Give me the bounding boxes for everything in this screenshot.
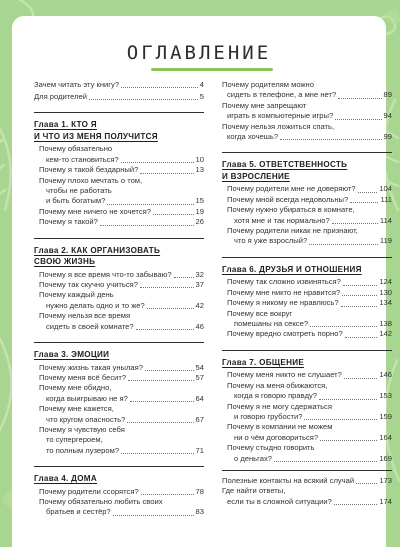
toc-entry-line[interactable]: Почему мне кажется, [39,404,114,414]
toc-entry-line[interactable]: Почему я чувствую себя [39,424,125,434]
toc-entry[interactable]: Почему я такой бездарный? 13 [39,165,204,175]
toc-entry[interactable]: играть в компьютерные игры? 94 [227,111,392,121]
toc-entry[interactable]: Почему я такой? 26 [39,217,204,227]
toc-entry[interactable]: сидеть в своей комнате? 46 [46,321,204,331]
toc-entry-line[interactable]: Почему каждый день [39,290,114,300]
toc-column-left [34,80,204,518]
toc-entry-line[interactable]: Почему плохо мечтать о том, [39,175,143,185]
toc-entry[interactable]: Почему я никому не нравлюсь? 134 [227,298,392,308]
toc-entry[interactable]: Почему мне ничего не хочется? 19 [39,206,204,216]
toc-entry[interactable]: помешаны на сексе? 138 [234,319,392,328]
toc-entry-line[interactable]: Почему на меня обижаются, [227,380,328,390]
toc-entry-line[interactable]: Почему обязательно любить своих [39,497,163,507]
title-underline [151,68,273,71]
toc-entry[interactable]: ни о чём договориться? 164 [234,432,392,442]
toc-entry-line[interactable]: Почему мне обидно, [39,383,112,393]
toc-entry-line[interactable]: Почему все вокруг [227,308,293,318]
toc-entry-line[interactable]: Почему в компании не можем [227,422,333,432]
toc-entry[interactable]: Почему меня никто не слушает? 146 [227,370,392,380]
toc-entry-line[interactable]: Почему я не могу сдержаться [227,401,332,411]
toc-entry[interactable]: Зачем читать эту книгу? 4 [34,80,204,89]
toc-entry[interactable]: Полезные контакты на всякий случай 173 [222,470,392,486]
toc-entry[interactable]: Почему родители ссорятся? 78 [39,486,204,496]
toc-entry[interactable]: Почему мне никто не нравится? 130 [227,287,392,297]
toc-entry-line[interactable]: Почему обязательно [39,144,113,154]
toc-entry[interactable]: когда хочешь? 99 [227,132,392,142]
toc-entry[interactable]: Почему родители мне не доверяют? 104 [227,184,392,194]
toc-entry[interactable]: Почему меня всё бесит? 57 [39,372,204,382]
toc-entry[interactable]: братьев и сестёр? 83 [46,507,204,517]
toc-entry[interactable]: Почему вредно смотреть порно? 142 [227,329,392,339]
toc-entry[interactable]: нужно делать одно и то же? 42 [46,300,204,310]
toc-entry-line[interactable]: Почему нельзя все время [39,311,131,321]
chapter-heading-4[interactable]: Глава 4. ДОМА [34,466,204,485]
toc-entry[interactable]: кем-то становиться? 10 [46,154,204,164]
toc-entry[interactable]: о деньгах? 169 [234,453,392,463]
toc-entry[interactable]: что я уже взрослый? 119 [234,236,392,246]
toc-entry[interactable]: то полным лузером? 71 [46,445,204,455]
toc-entry-line[interactable]: Почему родителям можно [222,80,314,89]
toc-entry[interactable]: когда выигрываю не я? 64 [46,393,204,403]
toc-entry[interactable]: Почему так скучно учиться? 37 [39,279,204,289]
toc-column-right [222,80,392,507]
toc-card [12,16,392,547]
toc-entry[interactable]: что кругом опасность? 67 [46,414,204,424]
chapter-heading-6[interactable]: Глава 6. ДРУЗЬЯ И ОТНОШЕНИЯ [222,257,392,276]
toc-entry-line[interactable]: Почему нельзя ложиться спать, [222,121,335,131]
toc-entry[interactable]: Почему жизнь такая унылая? 54 [39,362,204,372]
chapter-heading-7[interactable]: Глава 7. ОБЩЕНИЕ [222,350,392,369]
chapter-heading-3[interactable]: Глава 3. ЭМОЦИИ [34,342,204,361]
toc-entry[interactable]: Почему я все время что-то забываю? 32 [39,269,204,279]
page-title: ОГЛАВЛЕНИЕ [126,42,272,64]
toc-entry[interactable]: Почему мной всегда недовольны? 111 [227,194,392,204]
toc-entry-line[interactable]: чтобы не работать [46,185,112,195]
chapter-heading-2[interactable]: Глава 2. КАК ОРГАНИЗОВАТЬ СВОЮ ЖИЗНЬ [34,238,204,268]
toc-entry[interactable]: если ты в сложной ситуации? 174 [227,496,392,506]
toc-entry[interactable]: Для родителей 5 [34,91,204,101]
toc-entry[interactable]: Почему так сложно извиняться? 124 [227,277,392,287]
toc-entry-line[interactable]: Почему стыдно говорить [227,443,315,453]
toc-entry[interactable]: хотя мне и так нормально? 114 [234,215,392,225]
toc-entry-line[interactable]: Почему нужно убираться в комнате, [227,205,355,215]
toc-entry-line[interactable]: Почему мне запрещают [222,100,307,110]
chapter-heading-1[interactable]: Глава 1. КТО Я И ЧТО ИЗ МЕНЯ ПОЛУЧИТСЯ [34,112,204,142]
toc-entry[interactable]: и говорю грубости? 159 [234,411,392,421]
toc-entry[interactable]: и быть богатым? 15 [46,196,204,206]
toc-entry[interactable]: когда я говорю правду? 153 [234,391,392,401]
toc-entry-line[interactable]: то супергероем, [46,435,103,445]
toc-entry-line[interactable]: Почему родители никак не признают, [227,226,358,236]
toc-entry-line[interactable]: Где найти ответы, [222,486,286,496]
toc-entry[interactable]: сидеть в телефоне, а мне нет? 89 [227,90,392,100]
chapter-heading-5[interactable]: Глава 5. ОТВЕТСТВЕННОСТЬ И ВЗРОСЛЕНИЕ [222,152,392,182]
